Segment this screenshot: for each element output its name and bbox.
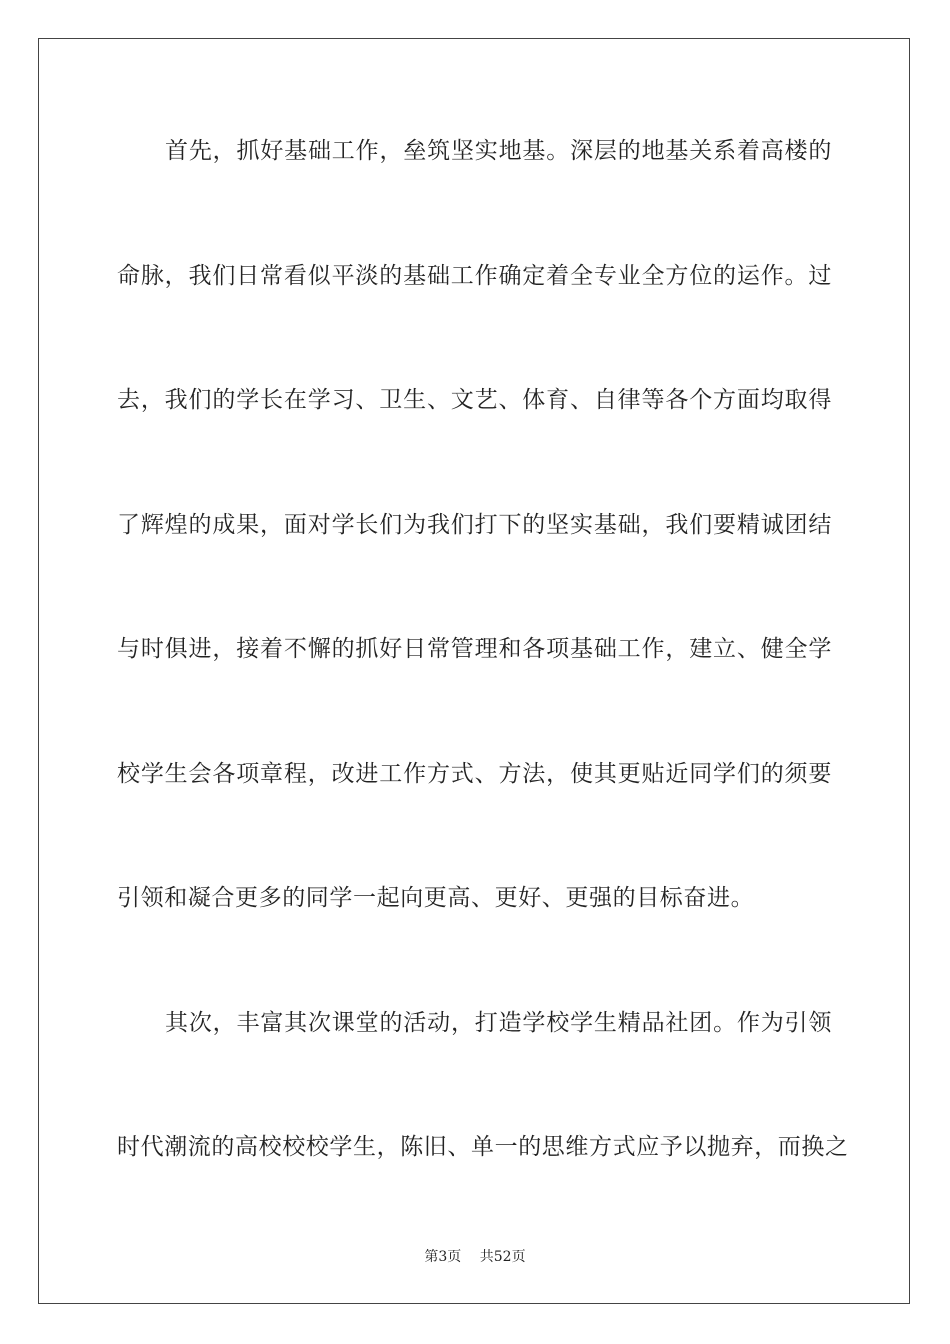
text-line: 时代潮流的高校校校学生，陈旧、单一的思维方式应予以抛弃，而换之 [117,1134,849,1160]
text-line: 了辉煌的成果，面对学长们为我们打下的坚实基础，我们要精诚团结 [117,512,832,538]
text-line: 与时俱进，接着不懈的抓好日常管理和各项基础工作，建立、健全学 [117,636,832,662]
total-pages: 共52页 [479,1249,526,1265]
page-number: 第3页 [424,1249,462,1265]
text-line: 其次，丰富其次课堂的活动，打造学校学生精品社团。作为引领 [165,1010,832,1036]
text-line: 去，我们的学长在学习、卫生、文艺、体育、自律等各个方面均取得 [117,387,832,413]
text-line: 首先，抓好基础工作，垒筑坚实地基。深层的地基关系着高楼的 [165,138,832,164]
page-footer [0,1246,950,1266]
text-line: 命脉，我们日常看似平淡的基础工作确定着全专业全方位的运作。过 [117,263,832,289]
text-line: 校学生会各项章程，改进工作方式、方法，使其更贴近同学们的须要 [117,761,832,787]
text-line: 引领和凝合更多的同学一起向更高、更好、更强的目标奋进。 [117,885,755,911]
page-border [38,38,910,1304]
